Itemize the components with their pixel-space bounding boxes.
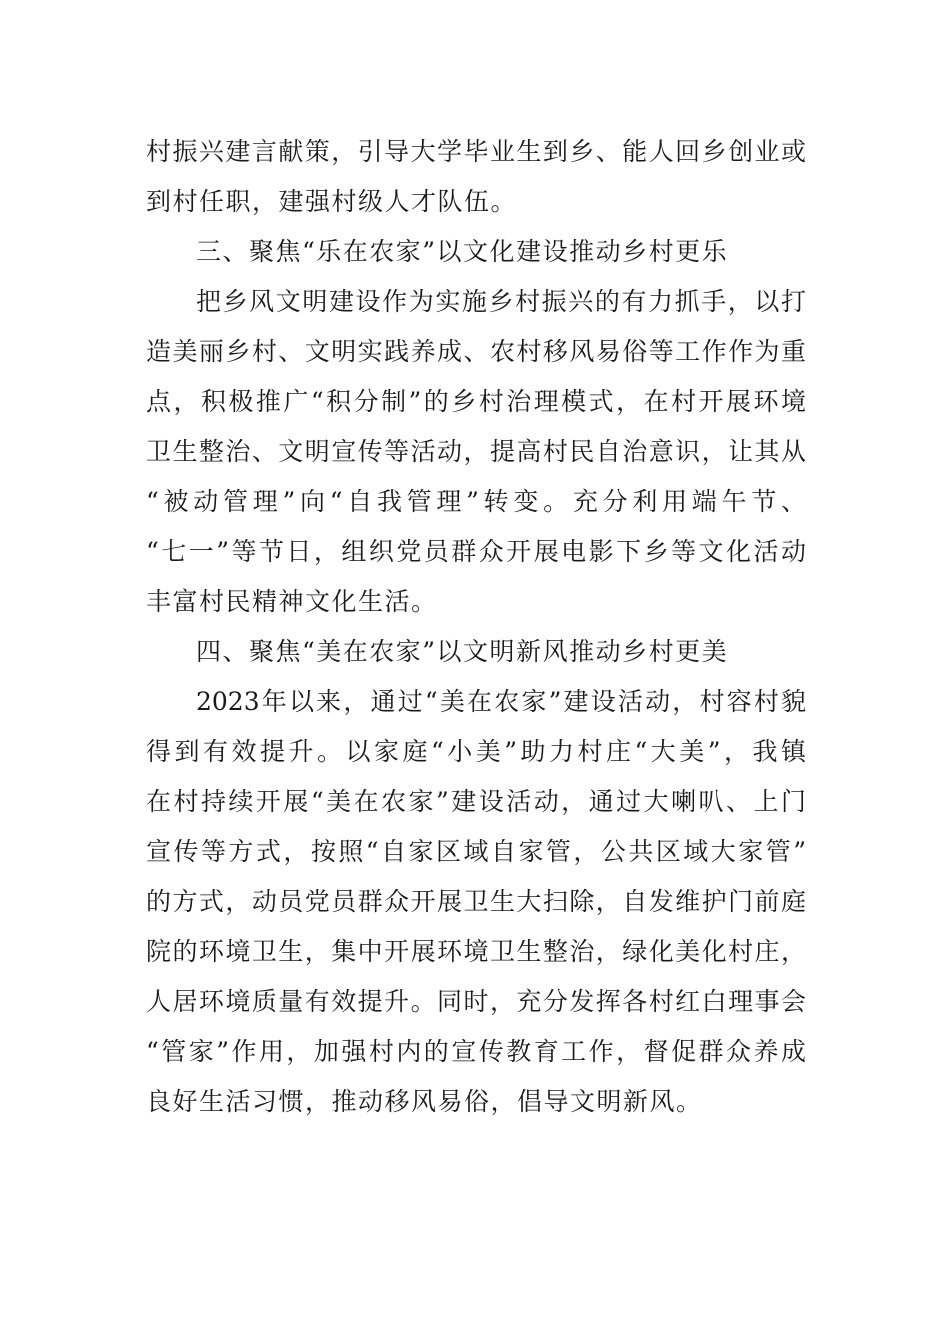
paragraph-line: 卫生整治、文明宣传等活动，提高村民自治意识，让其从 xyxy=(146,437,806,466)
paragraph-line: 把乡风文明建设作为实施乡村振兴的有力抓手，以打 xyxy=(196,287,806,316)
section-heading: 三、聚焦“乐在农家”以文化建设推动乡村更乐 xyxy=(196,237,729,266)
paragraph-line: 点，积极推广“积分制”的乡村治理模式，在村开展环境 xyxy=(146,387,806,416)
paragraph-line: 得到有效提升。以家庭“小美”助力村庄“大美”，我镇 xyxy=(146,737,806,766)
paragraph-line: 2023年以来，通过“美在农家”建设活动，村容村貌 xyxy=(196,687,806,716)
paragraph-line: 造美丽乡村、文明实践养成、农村移风易俗等工作作为重 xyxy=(146,337,806,366)
section-heading: 四、聚焦“美在农家”以文明新风推动乡村更美 xyxy=(196,637,729,666)
paragraph-line: 院的环境卫生，集中开展环境卫生整治，绿化美化村庄， xyxy=(146,937,806,966)
paragraph-line: 宣传等方式，按照“自家区域自家管，公共区域大家管” xyxy=(146,837,806,866)
paragraph-line: 的方式，动员党员群众开展卫生大扫除，自发维护门前庭 xyxy=(146,887,806,916)
paragraph-line: 良好生活习惯，推动移风易俗，倡导文明新风。 xyxy=(146,1087,703,1116)
paragraph-line: “管家”作用，加强村内的宣传教育工作，督促群众养成 xyxy=(146,1037,806,1066)
paragraph-line: 在村持续开展“美在农家”建设活动，通过大喇叭、上门 xyxy=(146,787,806,816)
paragraph-line: 村振兴建言献策，引导大学毕业生到乡、能人回乡创业或 xyxy=(146,137,806,166)
paragraph-line: “被动管理”向“自我管理”转变。充分利用端午节、 xyxy=(146,487,806,516)
paragraph-line: 人居环境质量有效提升。同时，充分发挥各村红白理事会 xyxy=(146,987,806,1016)
paragraph-line: 丰富村民精神文化生活。 xyxy=(146,587,438,616)
paragraph-line: “七一”等节日，组织党员群众开展电影下乡等文化活动 xyxy=(146,537,806,566)
paragraph-line: 到村任职，建强村级人才队伍。 xyxy=(146,187,518,216)
